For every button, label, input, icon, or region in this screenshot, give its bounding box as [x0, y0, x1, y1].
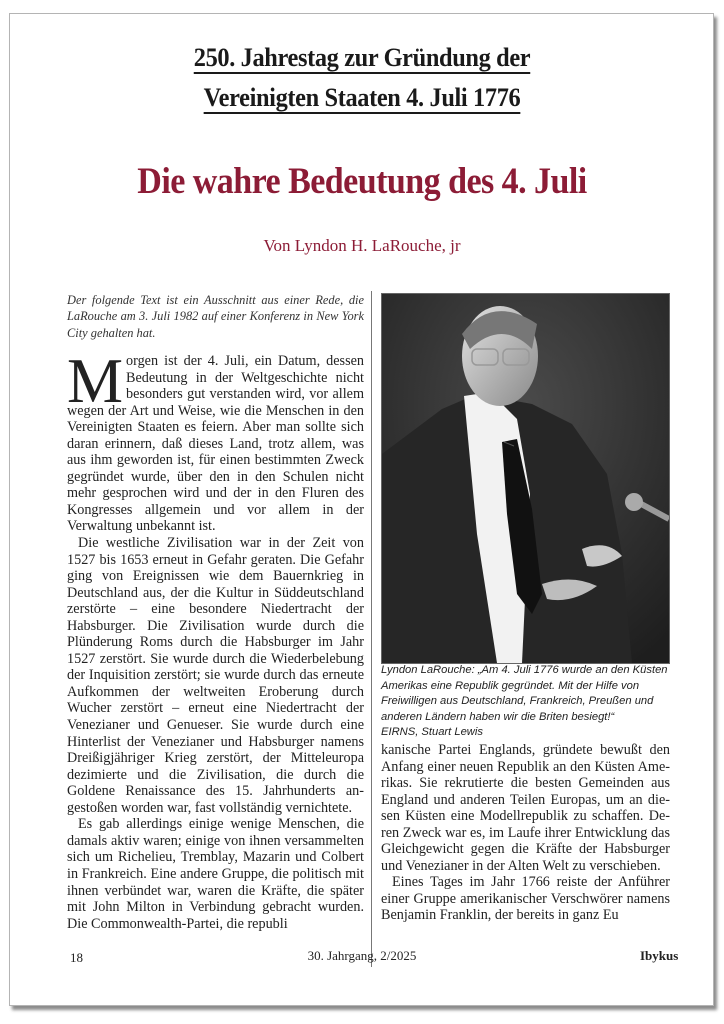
photo-credit: EIRNS, Stuart Lewis: [381, 726, 483, 739]
kicker-line-2: Vereinigten Staaten 4. Juli 1776: [203, 82, 521, 112]
paragraph-3-continued: kanische Partei Englands, gründete bewußt den Anfang einer neuen Republik an den Küsten Amerikas. Sie rekrutierte die besten Gemeinden aus England und anderen Teilen Europas, um an diesen Küsten eine Modellrepublik zu schaffen. Deren Zweck war es, im Laufe ihrer Entwicklung das Gleichgewicht gegen die Kräfte der Habsburger und Venezianer in der Alten Welt zu verschieben.: [381, 742, 670, 874]
left-column: [67, 346, 364, 932]
article-title: Die wahre Bedeutung des 4. Juli: [137, 161, 587, 202]
drop-cap: M: [67, 346, 124, 416]
publication-name: Ibykus: [640, 948, 679, 963]
paragraph-3: Es gab allerdings einige wenige Menschen, die damals aktiv waren; einige von ihnen versammelten sich um Richelieu, Tremblay, Mazarin und Colbert in Frankreich. Eine andere Gruppe, die politisch mit ihnen verbündet war, waren die Kräfte, die später mit John Milton in Verbindung gebracht wurden. Die Commonwealth-Partei, die republi: [67, 816, 364, 932]
caption-text: Lyndon LaRouche: „Am 4. Juli 1776 wurde an den Küsten Amerikas eine Republik gegründet. Mit der Hilfe von Freiwilligen aus Deutschland, Frankreich, Preußen und anderen Ländern haben wir die Briten besiegt!“: [381, 664, 668, 723]
photo-caption: [381, 663, 671, 741]
page-number: 18: [70, 950, 83, 965]
column-rule: [371, 291, 372, 967]
photo-illustration: [382, 294, 669, 663]
portrait-photo-icon: [381, 293, 670, 664]
issue-info: 30. Jahrgang, 2/2025: [307, 948, 417, 963]
right-column: [381, 742, 670, 924]
paragraph-1: Morgen ist der 4. Juli, ein Datum, dessen Bedeutung in der Weltgeschichte nicht besonders gut verstanden wird, vor allem wegen der Art und Weise, wie die Menschen in den Vereinigten Staaten es feiern. Aber man sollte sich daran erinnern, daß dieses Land, trotz allem, was aus ihm geworden ist, für einen bestimmten Zweck gegründet wurde, über den in den Schulen nicht mehr gesprochen wird und der in den Fluren des Kongresses allgemein und vor allem in der Verwaltung unbekannt ist.: [67, 346, 364, 535]
kicker-line-1: 250. Jahrestag zur Gründung der: [193, 42, 531, 72]
byline: Von Lyndon H. LaRouche, jr: [263, 236, 461, 255]
intro-text: Der folgende Text ist ein Ausschnitt aus einer Rede, die LaRouche am 3. Juli 1982 auf einer Konferenz in New York City gehalten hat.: [67, 293, 364, 340]
paragraph-4: Eines Tages im Jahr 1766 reiste der Anführer einer Gruppe amerikanischer Verschwörer namens Benjamin Franklin, der bereits in ganz Eu: [381, 874, 670, 924]
paragraph-2: Die westliche Zivilisation war in der Zeit von 1527 bis 1653 erneut in Gefahr geraten. Die Gefahr ging von Ereignissen wie dem Bauernkrieg in Deutschland aus, der die Kultur in Süddeutschland zerstörte – eine besondere Niedertracht der Habsburger. Die Zivilisation wurde durch die Plünderung Roms durch die Habsburger im Jahr 1527 zerstört. Sie wurde durch die Wiederbelebung der Inquisition zerstört; sie wurde durch das erneute Aufkommen der weltweiten Eroberung durch Wucher zerstört – erneut eine Niedertracht der Venezianer und Genueser. Sie wurde durch eine Hinterlist der Venezianer und Habsburger namens Dreißigjähriger Krieg zerstört, der Mitteleuropa dezimierte und die Zivilisation, die durch die Goldene Renaissance des 15. Jahrhunderts angestoßen worden war, fast vollständig vernichtete.: [67, 535, 364, 816]
